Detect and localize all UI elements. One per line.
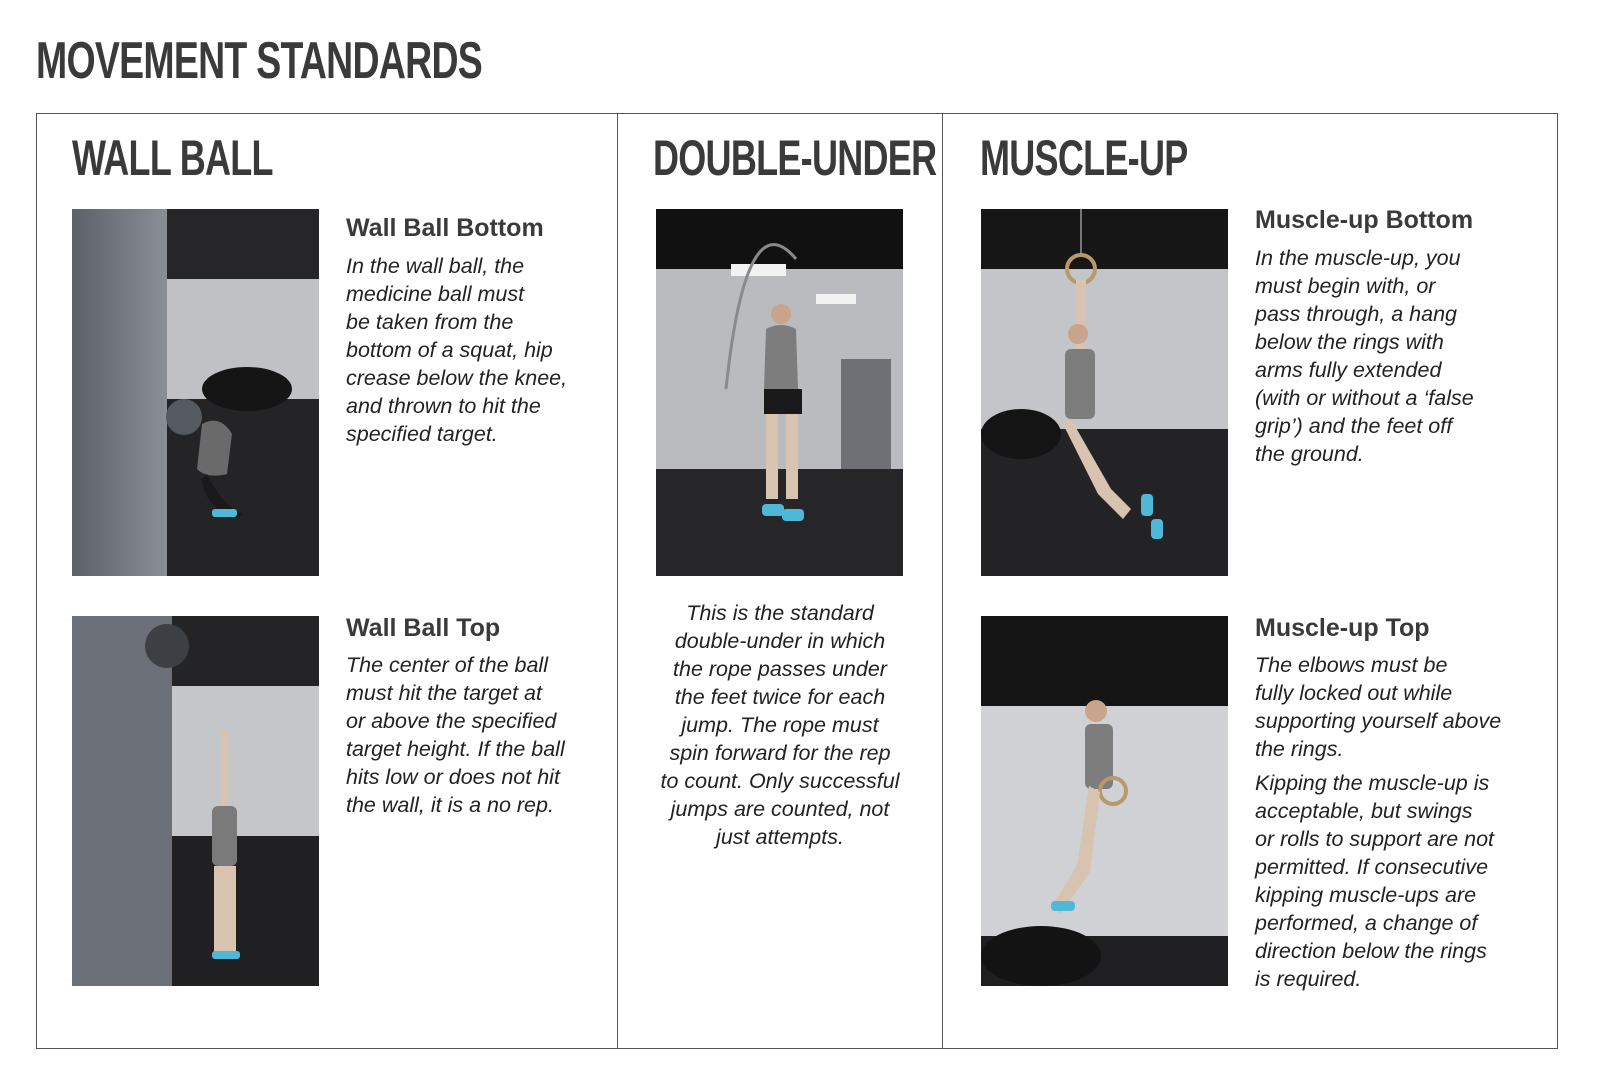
wall-ball-bottom-title: Wall Ball Bottom <box>346 214 544 242</box>
muscle-up-title: MUSCLE-UP <box>980 130 1188 186</box>
muscle-up-top-text-2: Kipping the muscle-up is acceptable, but swings or rolls to support are not permitted. If consecutive kipping muscle-ups are performed, a change of direction below the rings is required. <box>1255 771 1495 991</box>
muscle-up-top-title: Muscle-up Top <box>1255 614 1430 642</box>
page-title: MOVEMENT STANDARDS <box>36 32 483 90</box>
muscle-up-bottom-text: In the muscle-up, you must begin with, or pass through, a hang below the rings with arms fully extended (with or without a ‘false grip’) and the feet off the ground. <box>1255 246 1474 466</box>
double-under-text: This is the standard double-under in which the rope passes under the feet twice for each jump. The rope must spin forward for the rep to count. Only successful jumps are counted, not just attempts. <box>660 601 900 849</box>
wall-ball-top-title: Wall Ball Top <box>346 614 501 642</box>
column-divider <box>942 114 943 1048</box>
wall-ball-bottom-photo <box>72 209 319 576</box>
muscle-up-bottom-title: Muscle-up Bottom <box>1255 206 1474 234</box>
double-under-photo <box>656 209 903 576</box>
column-divider <box>617 114 618 1048</box>
muscle-up-top-text: The elbows must be fully locked out while supporting yourself above the rings. <box>1255 653 1502 761</box>
wall-ball-top-photo <box>72 616 319 986</box>
muscle-up-top-photo <box>981 616 1228 986</box>
wall-ball-top-text: The center of the ball must hit the target at or above the specified target height. If the ball hits low or does not hit the wall, it is a no rep. <box>346 653 565 817</box>
wall-ball-bottom-text: In the wall ball, the medicine ball must be taken from the bottom of a squat, hip crease below the knee, and thrown to hit the specified target. <box>346 254 568 446</box>
wall-ball-title: WALL BALL <box>72 130 273 186</box>
double-under-title: DOUBLE-UNDER <box>653 130 937 186</box>
muscle-up-bottom-photo <box>981 209 1228 576</box>
